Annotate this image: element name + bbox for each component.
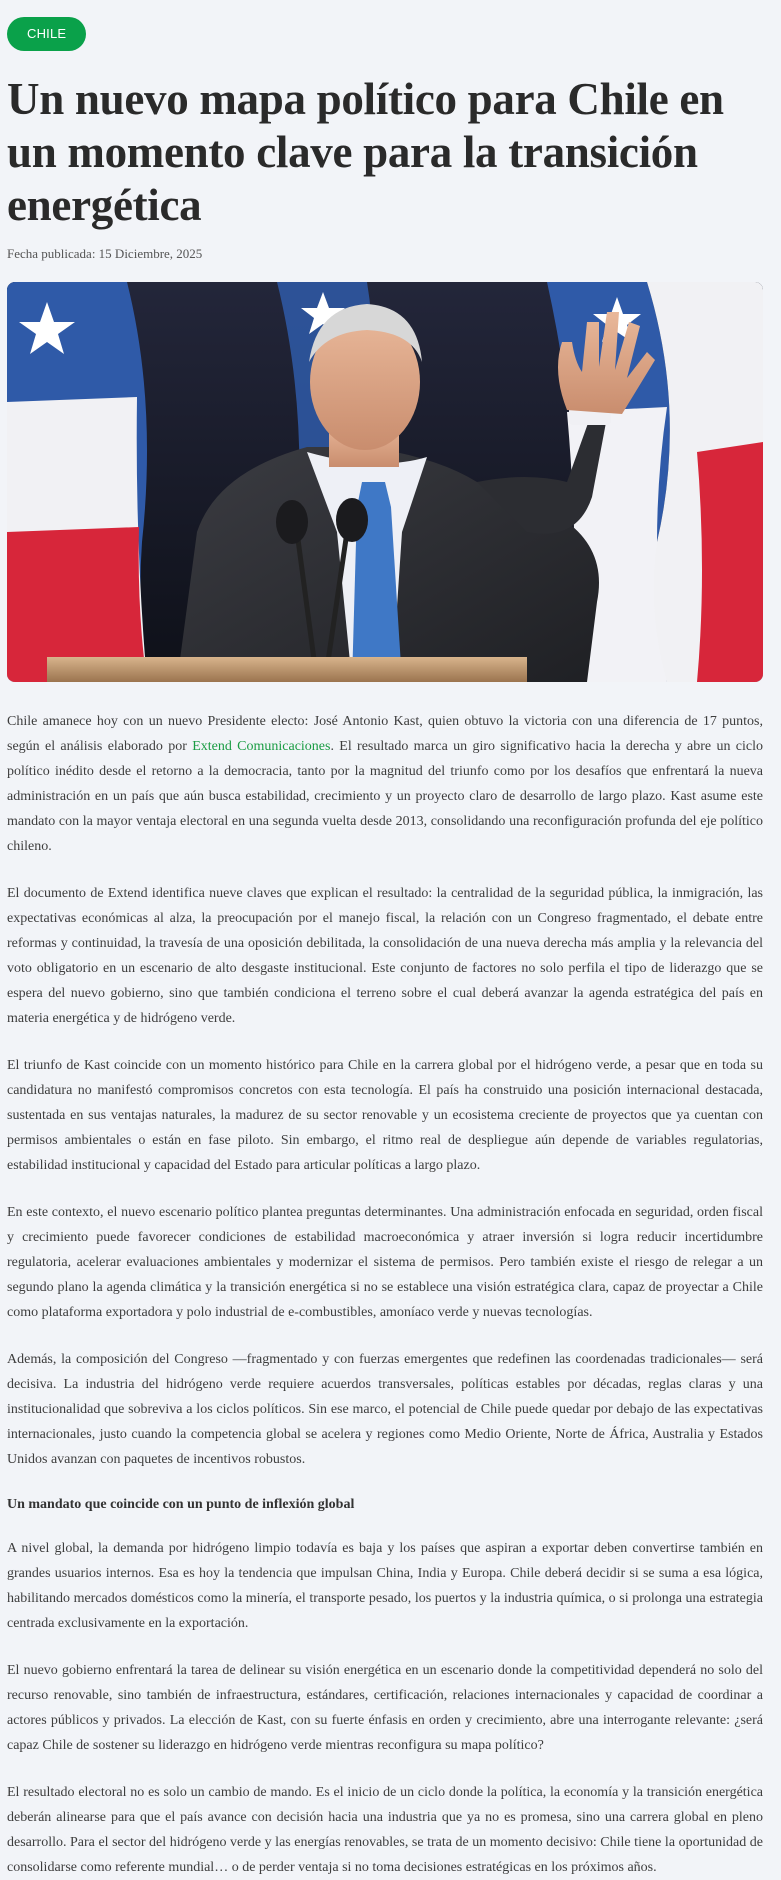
paragraph-1: Chile amanece hoy con un nuevo Presidente electo: José Antonio Kast, quien obtuvo la victoria con una diferencia de 17 puntos, según el análisis elaborado por Extend Comunicaciones. El resultado marca un giro significativo hacia la derecha y abre un ciclo político inédito desde el retorno a la democracia, tanto por la magnitud del triunfo como por los desafíos que enfrentará la nueva administración en un país que aún busca estabilidad, crecimiento y un proyecto claro de desarrollo de largo plazo. Kast asume este mandato con la mayor ventaja electoral en una segunda vuelta desde 2013, consolidando una reconfiguración profunda del eje político chileno. <box>7 714 763 854</box>
paragraph-2: El documento de Extend identifica nueve claves que explican el resultado: la centralidad de la seguridad pública, la inmigración, las expectativas económicas al alza, la preocupación por el manejo fiscal, la relación con un Congreso fragmentado, el debate entre reformas y continuidad, la travesía de una oposición debilitada, la consolidación de una nueva derecha más amplia y la relevancia del voto obligatorio en un escenario de alto desgaste institucional. Este conjunto de factores no solo perfila el tipo de liderazgo que se espera del nuevo gobierno, sino que también condiciona el terreno sobre el cual deberá avanzar la agenda estratégica del país en materia energética y de hidrógeno verde. <box>7 886 763 1026</box>
article-title: Un nuevo mapa político para Chile en un momento clave para la transición energética <box>7 74 724 230</box>
paragraph-3: El triunfo de Kast coincide con un momento histórico para Chile en la carrera global por el hidrógeno verde, a pesar que en toda su candidatura no manifestó compromisos concretos con esta tecnología. El país ha construido una posición internacional destacada, sustentada en sus ventajas naturales, la madurez de su sector renovable y un ecosistema creciente de proyectos que ya cuentan con permisos ambientales o están en fase piloto. Sin embargo, el ritmo real de despliegue aún depende de variables regulatorias, estabilidad institucional y capacidad del Estado para articular políticas a largo plazo. <box>7 1058 763 1173</box>
article-body <box>7 709 763 1880</box>
paragraph-4: En este contexto, el nuevo escenario político plantea preguntas determinantes. Una administración enfocada en seguridad, orden fiscal y crecimiento puede favorecer condiciones de estabilidad macroeconómica y atraer inversión si logra reducir incertidumbre regulatoria, acelerar evaluaciones ambientales y modernizar el sistema de permisos. Pero también existe el riesgo de relegar a un segundo plano la agenda climática y la transición energética si no se establece una visión estratégica clara, capaz de proyectar a Chile como plataforma exportadora y polo industrial de e-combustibles, amoníaco verde y nuevas tecnologías. <box>7 1205 763 1320</box>
section-subheading: Un mandato que coincide con un punto de inflexión global <box>7 1497 355 1512</box>
paragraph-6: A nivel global, la demanda por hidrógeno limpio todavía es baja y los países que aspiran a exportar deben convertirse también en grandes usuarios internos. Esa es hoy la tendencia que impulsan China, India y Europa. Chile deberá decidir si se suma a esa lógica, habilitando mercados domésticos como la minería, el transporte pesado, los puertos y la industria química, o si prolonga una estrategia centrada exclusivamente en la exportación. <box>7 1541 763 1631</box>
hero-photo-illustration <box>7 282 763 682</box>
paragraph-7: El nuevo gobierno enfrentará la tarea de delinear su visión energética en un escenario donde la competitividad dependerá no solo del recurso renovable, sino también de infraestructura, estándares, certificación, relaciones internacionales y capacidad de coordinar a actores públicos y privados. La elección de Kast, con su fuerte énfasis en orden y crecimiento, abre una interrogante relevante: ¿será capaz Chile de sostener su liderazgo en hidrógeno verde mientras reconfigura su mapa político? <box>7 1663 763 1753</box>
publish-date: Fecha publicada: 15 Diciembre, 2025 <box>7 246 203 261</box>
paragraph-8: El resultado electoral no es solo un cambio de mando. Es el inicio de un ciclo donde la política, la economía y la transición energética deberán alinearse para que el país avance con decisión hacia una industria que ya no es promesa, sino una carrera global en pleno desarrollo. Para el sector del hidrógeno verde y las energías renovables, se trata de un momento decisivo: Chile tiene la oportunidad de consolidarse como referente mundial… o de perder ventaja si no toma decisiones estratégicas en los próximos años. <box>7 1785 763 1875</box>
extend-link[interactable]: Extend Comunicaciones <box>192 739 331 754</box>
category-tag[interactable]: CHILE <box>7 17 86 51</box>
hero-image <box>7 282 763 682</box>
paragraph-5: Además, la composición del Congreso —fragmentado y con fuerzas emergentes que redefinen las coordenadas tradicionales— será decisiva. La industria del hidrógeno verde requiere acuerdos transversales, políticas estables por décadas, reglas claras y una institucionalidad que sobreviva a los ciclos políticos. Sin ese marco, el potencial de Chile puede quedar por debajo de las expectativas internacionales, justo cuando la competencia global se acelera y regiones como Medio Oriente, Norte de África, Australia y Estados Unidos avanzan con paquetes de incentivos robustos. <box>7 1352 763 1467</box>
